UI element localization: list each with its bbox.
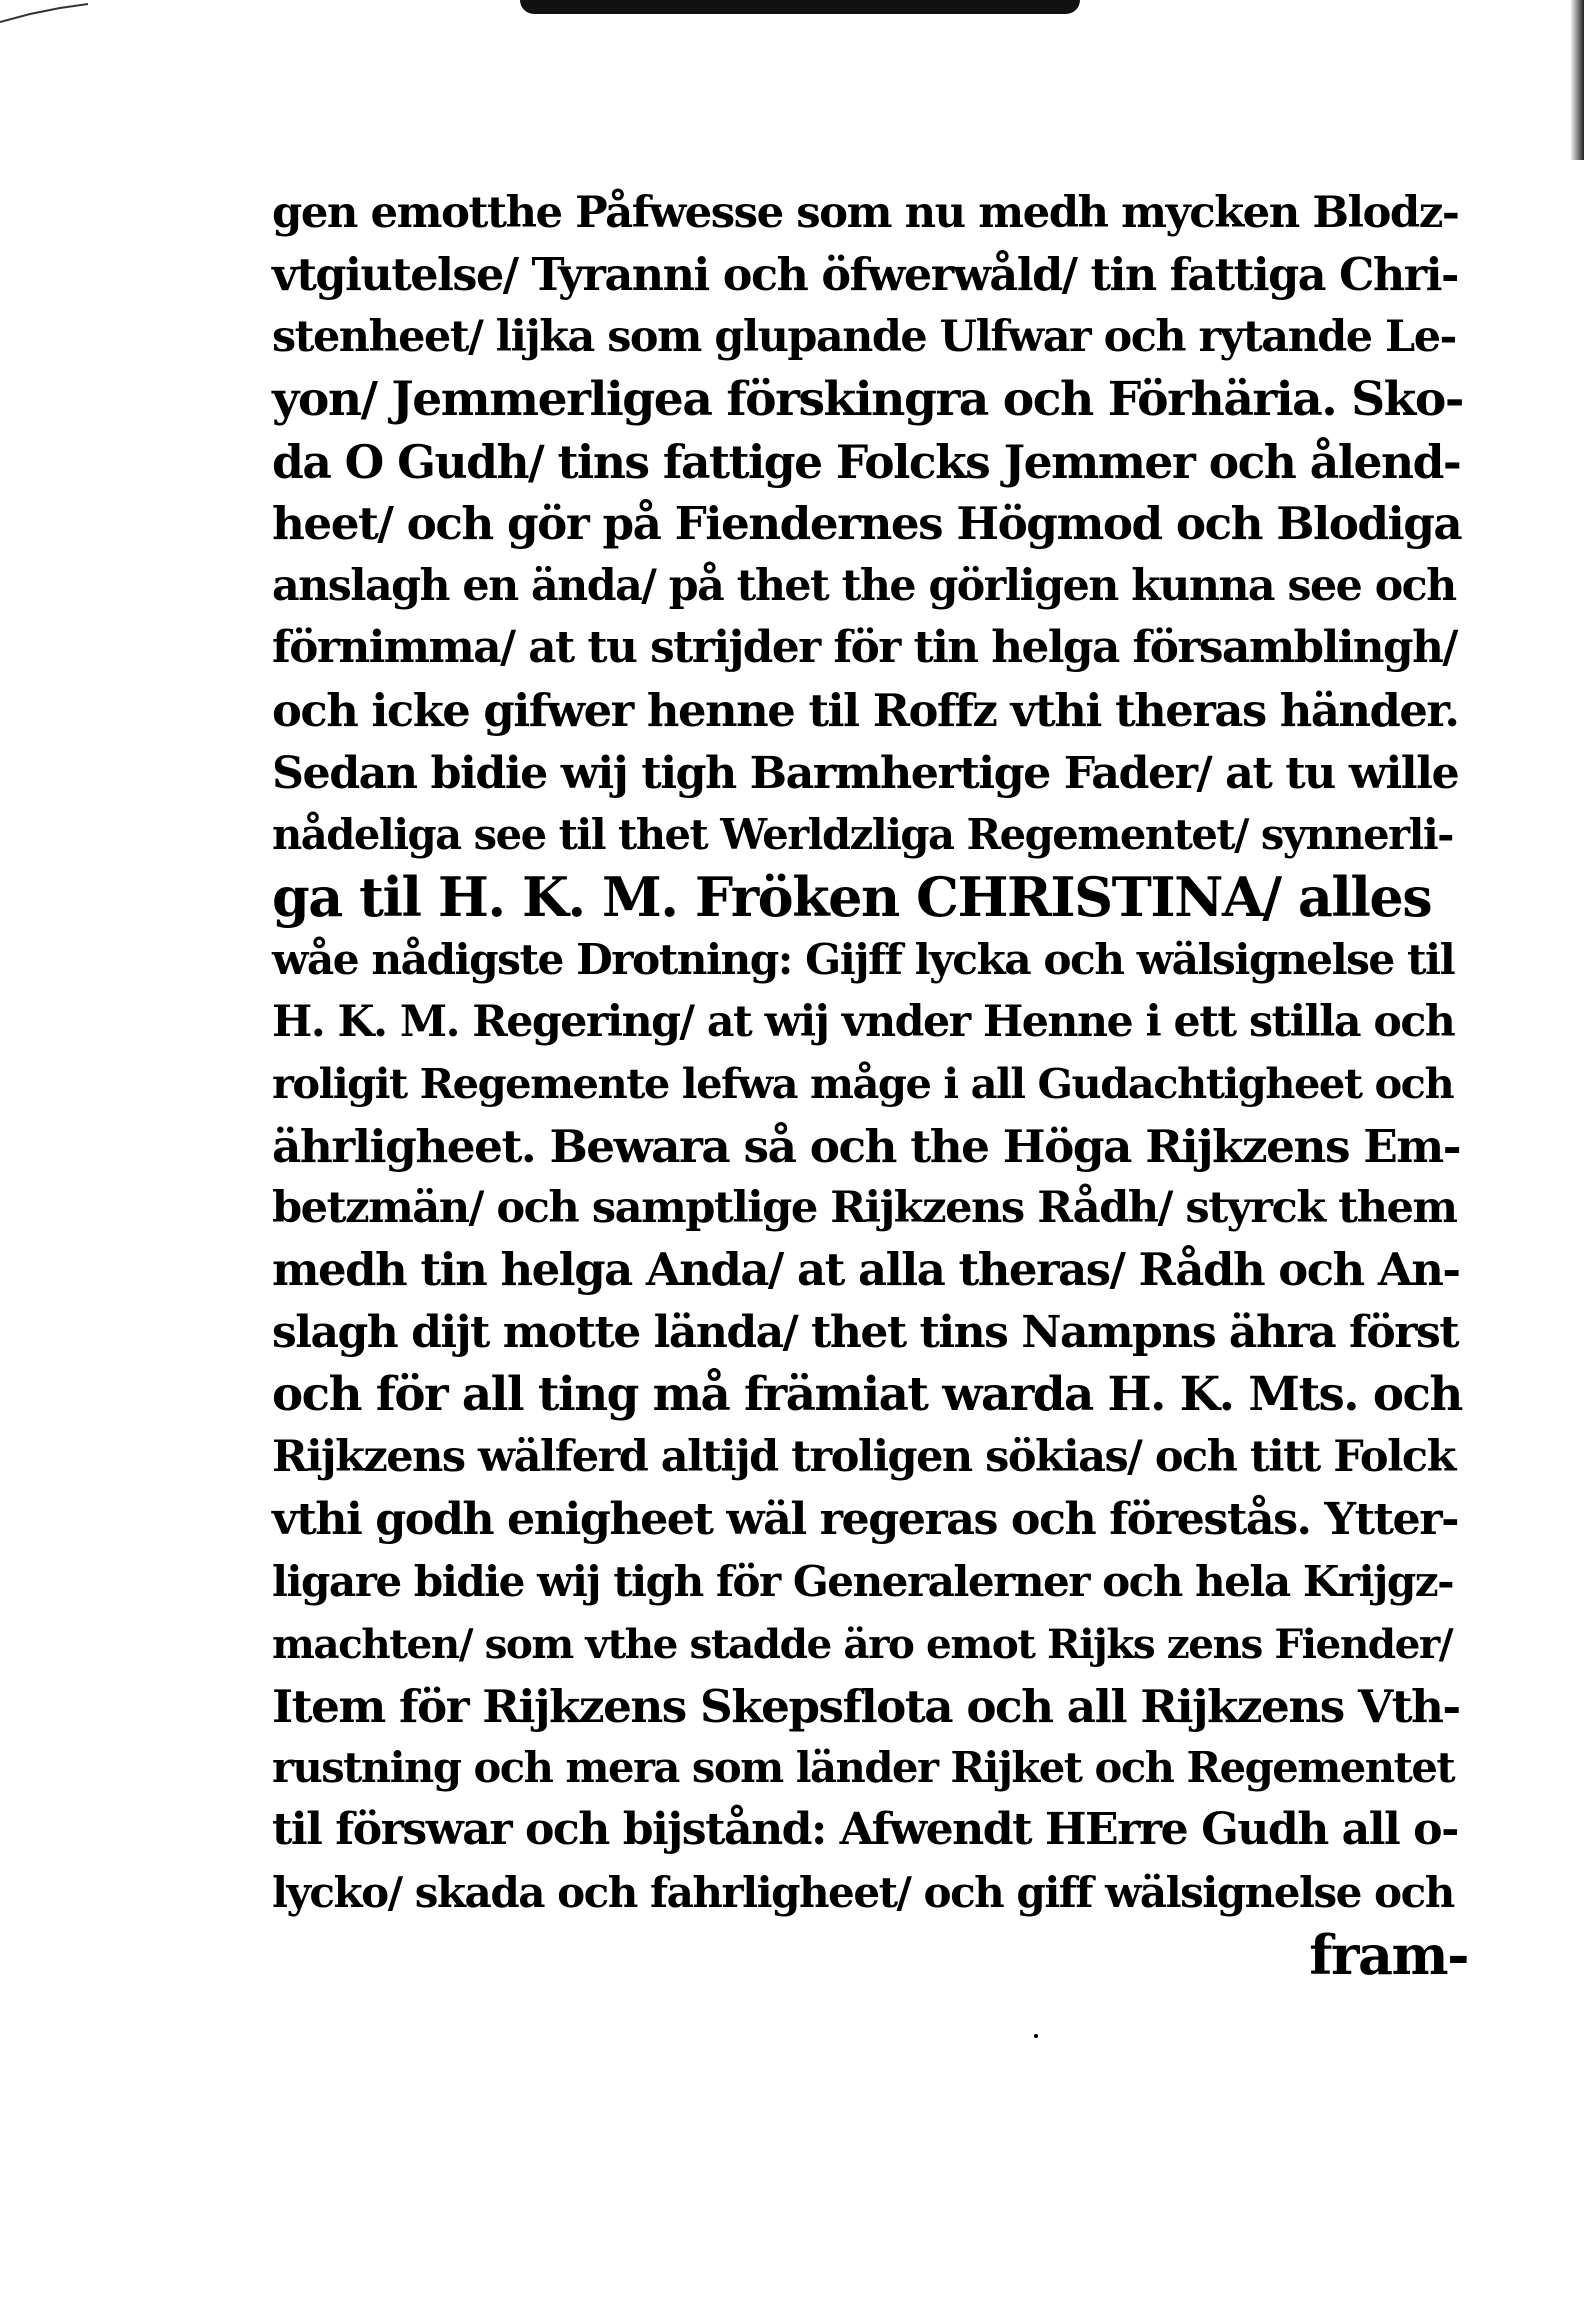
text-line: Item för Rijkzens Skepsflota och all Rijkzens Vth- [272, 1678, 1460, 1733]
text-line: vthi godh enigheet wäl regeras och förestås. Ytter- [272, 1493, 1459, 1546]
text-line: betzmän/ och samptlige Rijkzens Rådh/ styrck them [272, 1182, 1457, 1234]
text-line: ga til H. K. M. Fröken CHRISTINA/ alles [272, 865, 1432, 930]
text-line: Sedan bidie wij tigh Barmhertige Fader/ at tu wille [272, 746, 1459, 799]
text-line: stenheet/ lijka som glupande Ulfwar och rytande Le- [272, 312, 1456, 363]
text-line: wåe nådigste Drotning: Gijff lycka och wälsignelse til [272, 934, 1455, 985]
catchword: fram- [1309, 1922, 1468, 1987]
page-edge-shadow [1570, 0, 1584, 160]
text-line: anslagh en ända/ på thet the görligen kunna see och [272, 561, 1456, 612]
ink-speck [1034, 2034, 1038, 2038]
text-line: til förswar och bijstånd: Afwendt HErre Gudh all o- [272, 1804, 1458, 1856]
text-line: och för all ting må främiat warda H. K. Mts. och [272, 1366, 1462, 1422]
text-line: och icke gifwer henne til Roffz vthi theras händer. [272, 683, 1459, 737]
text-line: ligare bidie wij tigh för Generalerner och hela Krijgz- [272, 1556, 1454, 1607]
text-line: heet/ och gör på Fiendernes Högmod och Blodiga [272, 497, 1462, 551]
text-line: da O Gudh/ tins fattige Folcks Jemmer och ålend- [272, 434, 1461, 489]
text-line: slagh dijt motte lända/ thet tins Nampns ähra först [272, 1306, 1459, 1358]
text-line: yon/ Jemmerligea förskingra och Förhäria. Sko- [272, 371, 1463, 427]
text-line: Rijkzens wälferd altijd troligen sökias/ och titt Folck [272, 1432, 1455, 1483]
text-line: roligit Regemente lefwa måge i all Gudachtigheet och [272, 1058, 1454, 1108]
text-line: förnimma/ at tu strijder för tin helga församblingh/ [272, 622, 1457, 674]
text-line: H. K. M. Regering/ at wij vnder Henne i ett stilla och [272, 996, 1455, 1047]
text-line: gen emotthe Påfwesse som nu medh mycken Blodz- [272, 187, 1459, 238]
scan-corner-mark [0, 0, 90, 30]
scan-edge-mark [520, 0, 1080, 14]
text-line: machten/ som vthe stadde äro emot Rijks zens Fiender/ [272, 1619, 1453, 1668]
body-text [272, 182, 1472, 1986]
text-line: rustning och mera som länder Rijket och Regementet [272, 1743, 1455, 1793]
text-line: lycko/ skada och fahrligheet/ och giff wälsignelse och [272, 1867, 1454, 1918]
text-line: vtgiutelse/ Tyranni och öfwerwåld/ tin fattiga Chri- [272, 249, 1458, 302]
text-line: medh tin helga Anda/ at alla theras/ Rådh och An- [272, 1243, 1460, 1297]
text-line: ährligheet. Bewara så och the Höga Rijkzens Em- [272, 1119, 1461, 1174]
text-line: nådeliga see til thet Werldzliga Regementet/ synnerli- [272, 810, 1453, 860]
